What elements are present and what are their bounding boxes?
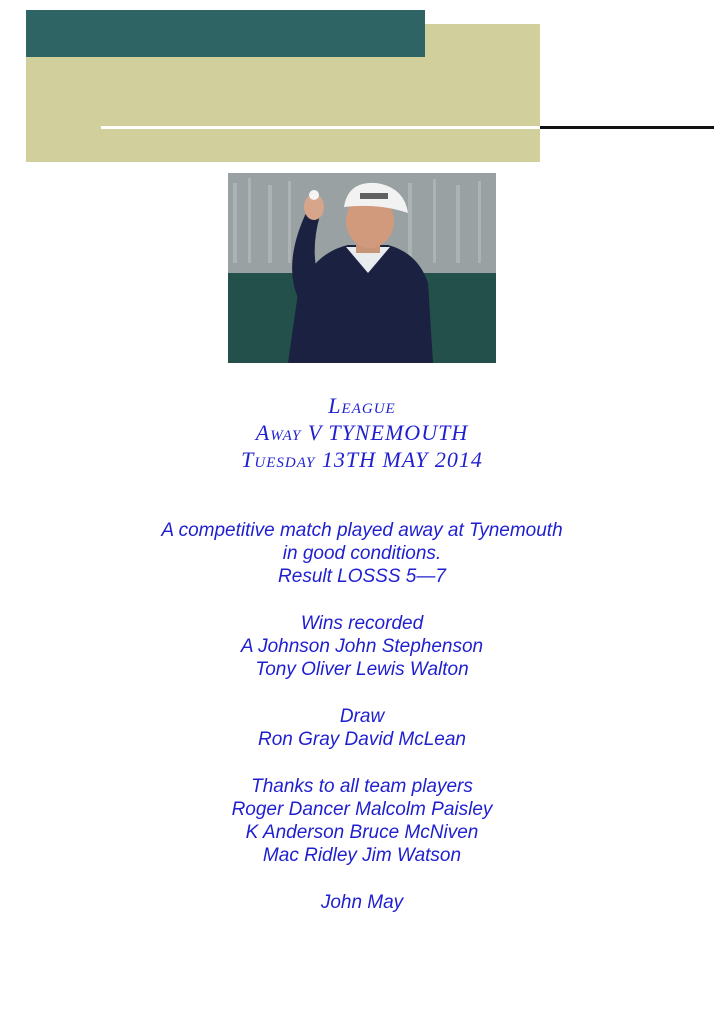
wins-title: Wins recorded bbox=[300, 613, 424, 634]
result-line: Result LOSSS 5—7 bbox=[278, 566, 446, 587]
header-rule-white bbox=[101, 126, 540, 129]
venue-label: Away bbox=[255, 420, 302, 445]
heading-date bbox=[0, 446, 724, 473]
thanks-title: Thanks to all team players bbox=[251, 776, 473, 797]
signature: John May bbox=[320, 892, 404, 913]
competition-label: League bbox=[328, 393, 396, 418]
weekday-label: Tuesday bbox=[241, 447, 316, 472]
players-line: K Anderson Bruce McNiven bbox=[245, 822, 479, 843]
golfer-photo bbox=[228, 173, 496, 363]
match-report bbox=[0, 519, 724, 914]
wins-line: Tony Oliver Lewis Walton bbox=[255, 659, 469, 680]
header-banner-teal bbox=[26, 10, 425, 57]
draw-title: Draw bbox=[339, 706, 385, 727]
intro-line: in good conditions. bbox=[282, 543, 442, 564]
heading-fixture bbox=[0, 419, 724, 446]
heading-competition bbox=[0, 392, 724, 419]
draw-line: Ron Gray David McLean bbox=[257, 729, 467, 750]
intro-line: A competitive match played away at Tynemouth bbox=[161, 520, 563, 541]
players-line: Mac Ridley Jim Watson bbox=[262, 845, 462, 866]
match-heading bbox=[0, 392, 724, 473]
date-label: 13TH MAY 2014 bbox=[315, 447, 483, 472]
header-rule-black bbox=[540, 126, 714, 129]
opponent-label: V TYNEMOUTH bbox=[301, 420, 469, 445]
wins-line: A Johnson John Stephenson bbox=[240, 636, 484, 657]
players-line: Roger Dancer Malcolm Paisley bbox=[231, 799, 493, 820]
